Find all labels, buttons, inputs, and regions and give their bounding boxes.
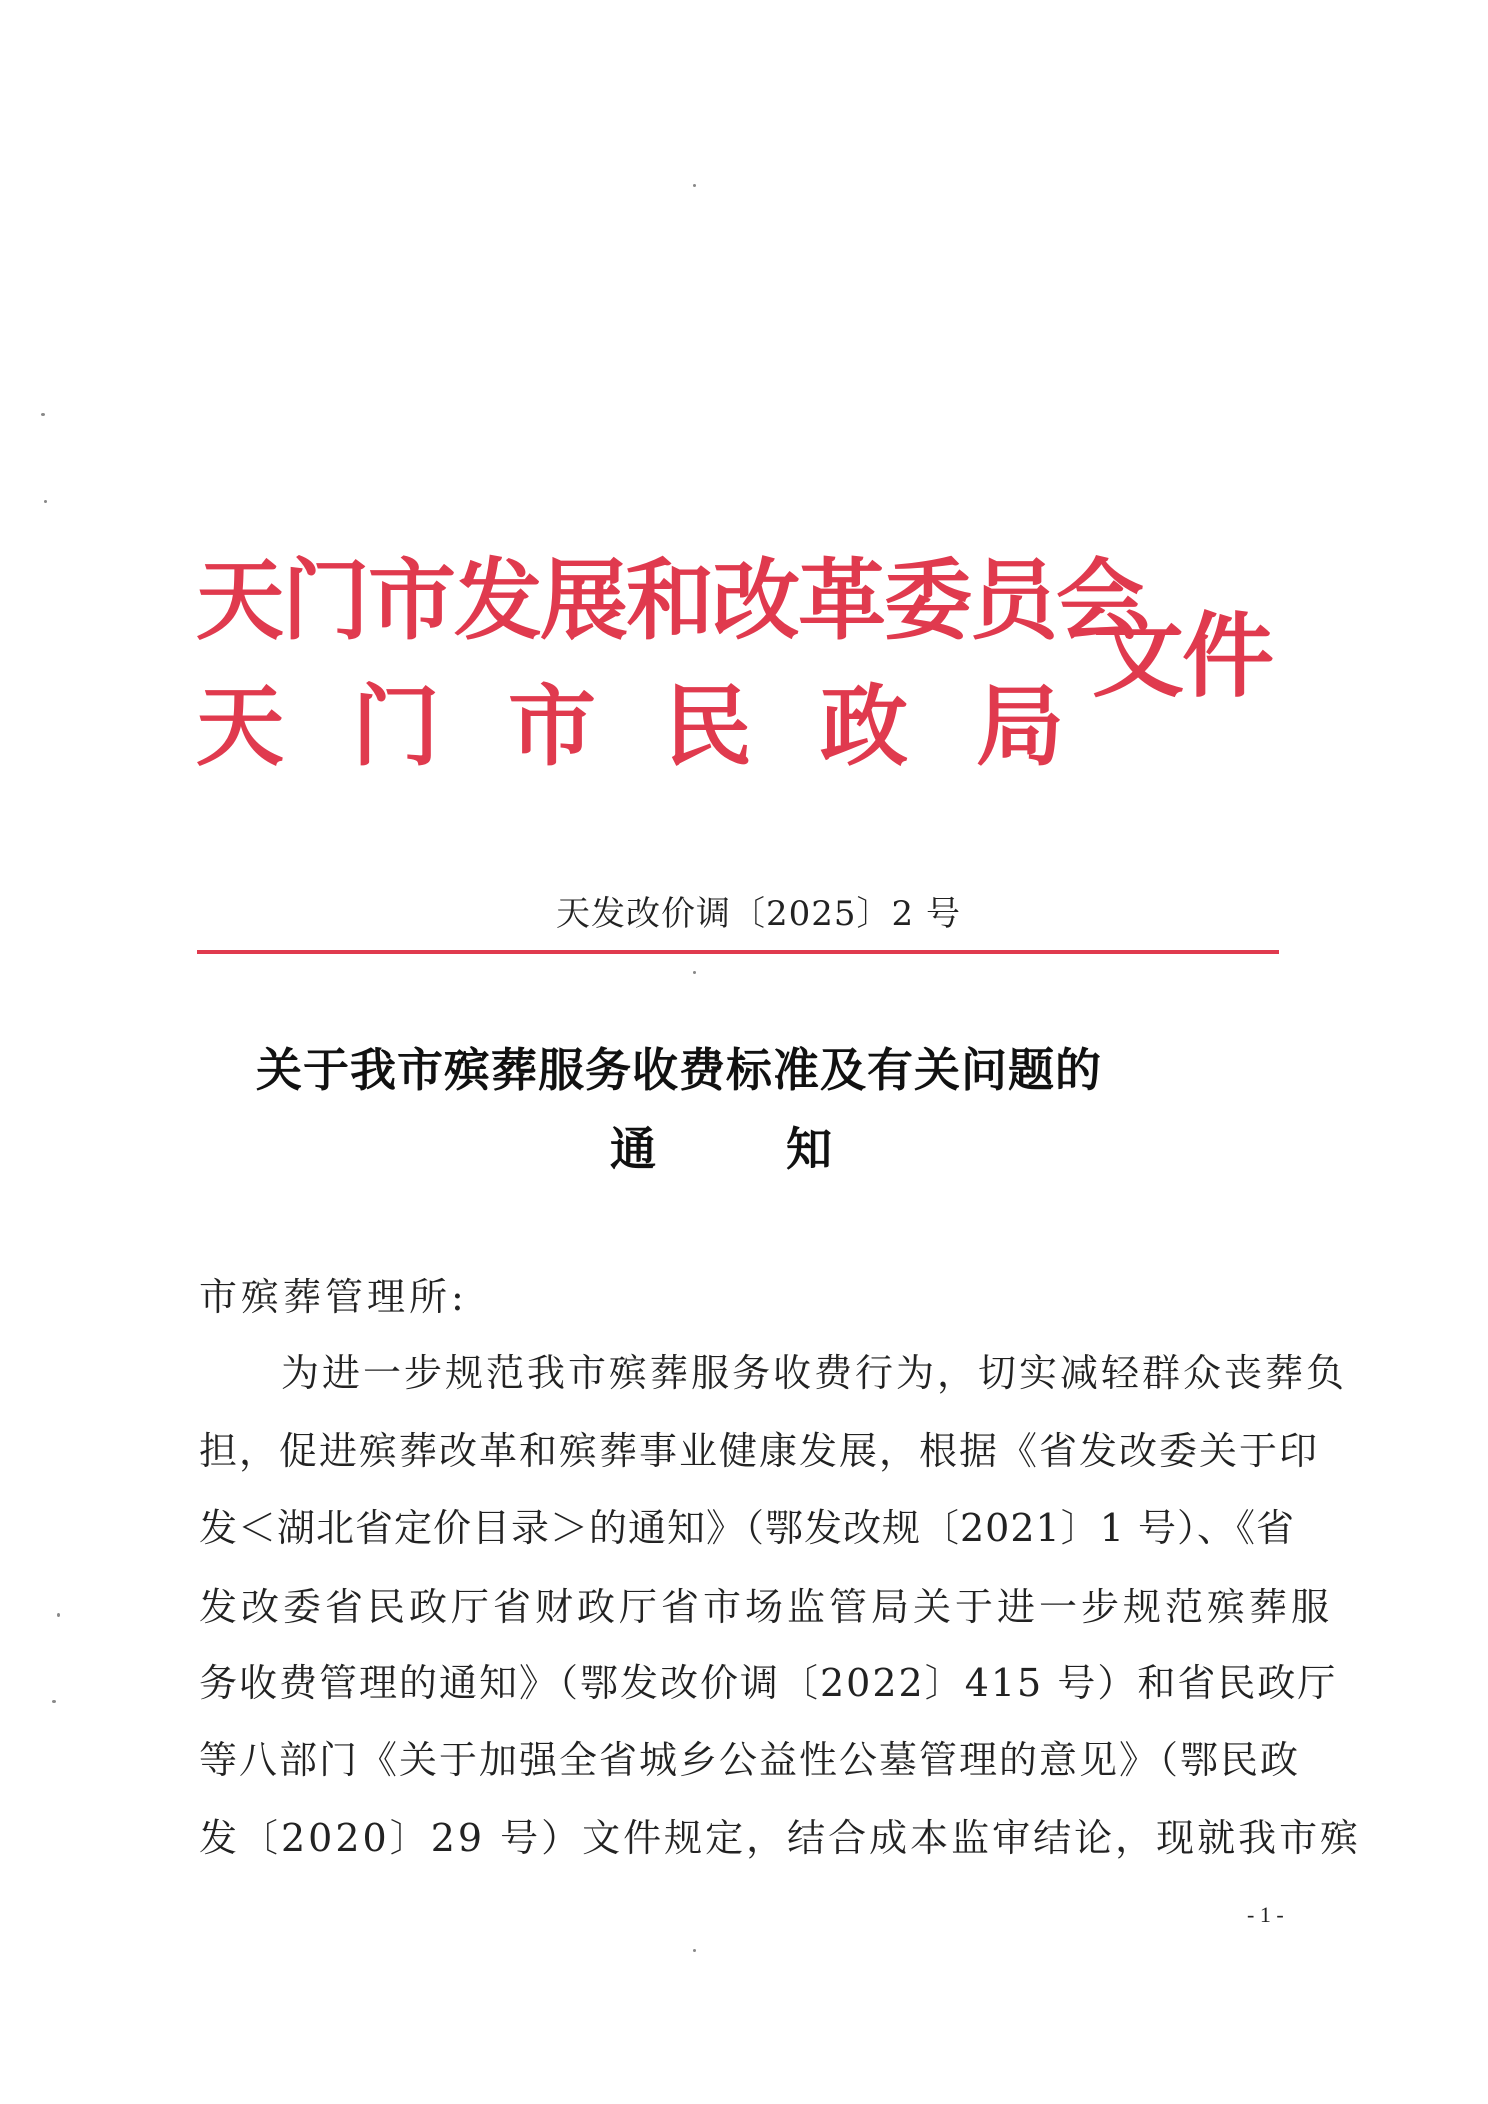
header-divider (197, 950, 1279, 954)
paragraph-line: 发改委省民政厅省财政厅省市场监管局关于进一步规范殡葬服 (199, 1585, 1334, 1629)
paragraph-line: 务收费管理的通知》（鄂发改价调〔2022〕415 号）和省民政厅 (199, 1661, 1338, 1705)
paragraph-line: 发〔2020〕29 号）文件规定，结合成本监审结论，现就我市殡 (199, 1816, 1362, 1860)
scan-speck (41, 413, 45, 416)
scan-speck (693, 1949, 696, 1952)
document-type-label: 文件 (1092, 602, 1273, 710)
scan-speck (57, 1613, 60, 1617)
scan-speck (44, 500, 47, 503)
document-title-line-2: 通知 (610, 1122, 962, 1176)
scan-speck (693, 971, 696, 974)
page-number: - 1 - (1247, 1902, 1284, 1927)
document-title-line-1: 关于我市殡葬服务收费标准及有关问题的 (256, 1043, 1102, 1097)
paragraph-line: 发＜湖北省定价目录＞的通知》（鄂发改规〔2021〕1 号）、《省 (199, 1506, 1295, 1550)
paragraph-line: 担，促进殡葬改革和殡葬事业健康发展，根据《省发改委关于印 (199, 1429, 1320, 1473)
issuing-org-2: 天门市民政局 (196, 674, 1133, 778)
paragraph-line: 为进一步规范我市殡葬服务收费行为，切实减轻群众丧葬负 (281, 1351, 1348, 1395)
salutation: 市殡葬管理所: (199, 1275, 468, 1319)
paragraph-line: 等八部门《关于加强全省城乡公益性公墓管理的意见》（鄂民政 (199, 1738, 1301, 1782)
document-number: 天发改价调〔2025〕2 号 (556, 894, 961, 934)
scan-speck (693, 184, 696, 187)
scan-speck (52, 1700, 56, 1703)
issuing-org-1: 天门市发展和改革委员会 (196, 548, 1143, 652)
